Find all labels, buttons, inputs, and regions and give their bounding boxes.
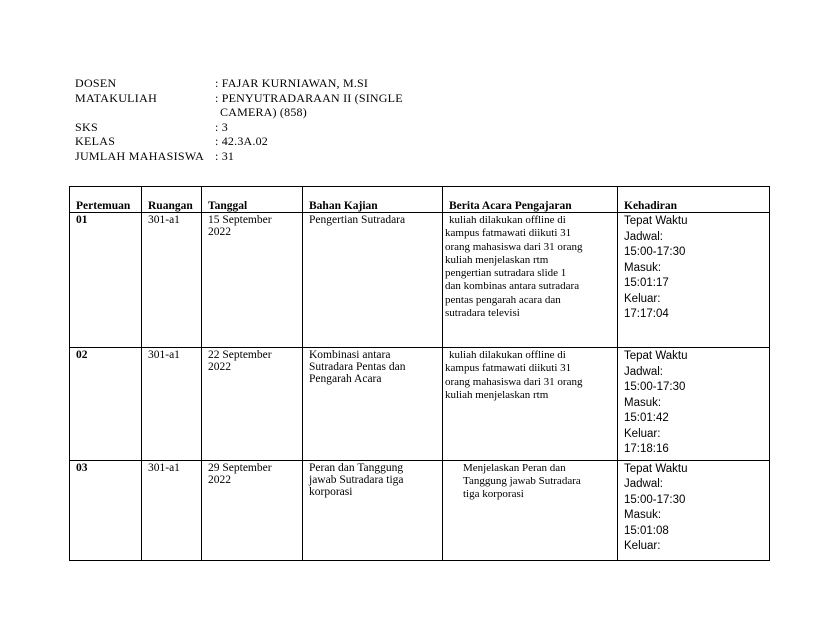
cell-kehadiran [618,460,770,560]
field-value-continued: CAMERA) (858) [220,105,307,119]
line: pengertian sutradara slide 1 [445,267,567,280]
line: Masuk: [624,396,662,409]
cell-pertemuan: 03 [70,460,142,560]
field-sks [75,120,415,135]
table-row [70,460,770,560]
cell-tanggal [202,460,303,560]
line: 2022 [208,361,231,373]
line: kuliah dilakukan offline di [449,214,566,226]
cell-tanggal [202,348,303,461]
field-matakuliah [75,91,415,120]
line: 15:00-17:30 [624,381,686,393]
table-row [70,213,770,348]
line: 29 September [208,461,272,474]
line: 15 September [208,214,272,226]
line: 22 September [208,349,272,361]
cell-pertemuan: 01 [70,213,142,348]
line: kampus fatmawati diikuti 31 [445,362,572,375]
line: Menjelaskan Peran dan [463,461,566,474]
field-label: DOSEN [75,76,117,90]
line: 15:00-17:30 [624,493,686,506]
cell-ruangan: 301-a1 [142,460,202,560]
line: Tepat Waktu [624,215,688,227]
cell-berita-acara [443,460,618,560]
field-value: : 31 [215,148,235,163]
line: orang mahasiswa dari 31 orang [445,375,583,388]
course-info-header [75,76,415,163]
line: Jadwal: [624,365,663,378]
cell-bahan-kajian [303,348,443,461]
line: Peran dan Tanggung [309,461,404,474]
field-dosen [75,76,415,91]
column-header-pertemuan: Pertemuan [70,187,142,213]
line: kuliah menjelaskan rtm [445,388,549,401]
line: tiga korporasi [463,488,524,501]
line: korporasi [309,485,353,498]
line: Tepat Waktu [624,462,688,475]
cell-kehadiran [618,213,770,348]
column-header-tanggal: Tanggal [202,187,303,213]
line: jawab Sutradara tiga [309,473,404,486]
column-header-kehadiran: Kehadiran [618,187,770,213]
field-label: KELAS [75,134,116,148]
line: 15:00-17:30 [624,246,686,258]
line: Masuk: [624,509,662,521]
cell-bahan-kajian [303,213,443,348]
table-header-row [70,187,770,213]
line: 15:01:08 [624,524,669,537]
column-header-bahan-kajian: Bahan Kajian [303,187,443,213]
line: Jadwal: [624,478,663,490]
line: kampus fatmawati diikuti 31 [445,227,572,240]
line: sutradara televisi [445,307,520,320]
field-label: JUMLAH MAHASISWA [75,148,205,163]
cell-ruangan: 301-a1 [142,348,202,461]
line: 17:18:16 [624,443,669,455]
line: Keluar: [624,292,661,305]
cell-berita-acara [443,348,618,461]
line: Keluar: [624,427,661,440]
field-label: SKS [75,119,98,134]
line: Sutradara Pentas dan [309,361,406,373]
line: kuliah dilakukan offline di [449,349,566,361]
field-value: : PENYUTRADARAAN II (SINGLE [215,90,403,105]
line: Masuk: [624,261,662,274]
line: Jadwal: [624,230,663,243]
line: kuliah menjelaskan rtm [445,253,549,266]
field-jumlah-mahasiswa [75,149,415,164]
line: 15:01:42 [624,412,669,424]
line: 17:17:04 [624,308,669,320]
line: Pengertian Sutradara [309,214,406,226]
cell-pertemuan: 02 [70,348,142,461]
cell-kehadiran [618,348,770,461]
cell-ruangan: 301-a1 [142,213,202,348]
attendance-table [69,186,770,561]
line: 15:01:17 [624,277,669,289]
field-label: MATAKULIAH [75,90,158,105]
column-header-berita-acara: Berita Acara Pengajaran [443,187,618,213]
cell-berita-acara [443,213,618,348]
field-kelas [75,134,415,149]
line: Kombinasi antara [309,349,391,361]
line: Keluar: [624,540,661,552]
field-value: : 42.3A.02 [215,134,268,148]
line: Tepat Waktu [624,350,688,362]
line: 2022 [208,226,231,238]
line: 2022 [208,473,231,486]
line: orang mahasiswa dari 31 orang [445,240,583,253]
line: Pengarah Acara [309,373,382,385]
cell-tanggal [202,213,303,348]
field-value: : 3 [215,119,228,134]
column-header-ruangan: Ruangan [142,187,202,213]
table-row [70,348,770,461]
line: pentas pengarah acara dan [445,293,561,306]
cell-bahan-kajian [303,460,443,560]
line: Tanggung jawab Sutradara [463,474,581,487]
field-value: : FAJAR KURNIAWAN, M.SI [215,76,369,90]
line: dan kombinas antara sutradara [445,280,580,293]
